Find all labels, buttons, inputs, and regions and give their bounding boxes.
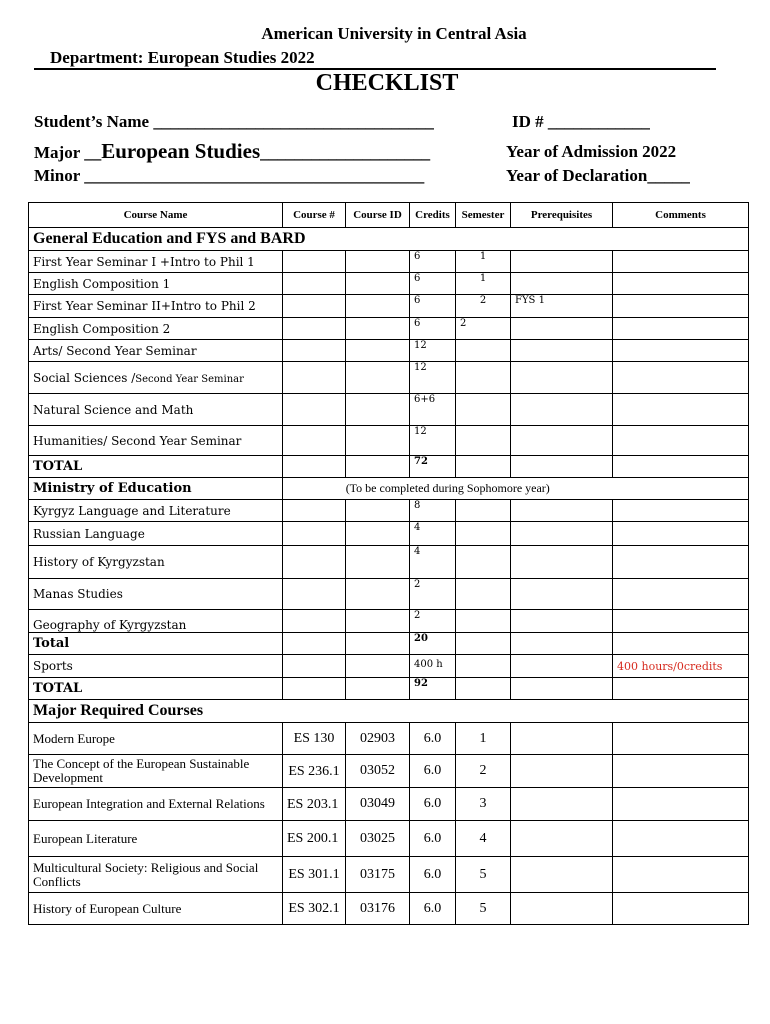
table-row <box>29 318 749 340</box>
department-line: Department: European Studies 2022 <box>50 48 315 67</box>
course-num-cell[interactable] <box>283 579 346 610</box>
course-name: European Literature <box>29 821 283 857</box>
course-num-cell[interactable] <box>283 522 346 546</box>
col-comments: Comments <box>613 203 749 228</box>
credits-cell: 12 <box>410 426 456 456</box>
prereq-cell <box>511 362 613 394</box>
course-id-cell[interactable] <box>346 318 410 340</box>
course-id-cell[interactable] <box>346 251 410 273</box>
university-name: American University in Central Asia <box>261 24 527 43</box>
comments-cell[interactable] <box>613 755 749 788</box>
comments-cell[interactable] <box>613 821 749 857</box>
student-id-field[interactable]: ID # ____________ <box>512 112 650 131</box>
section-title-major: Major Required Courses <box>29 700 749 723</box>
prereq-cell[interactable] <box>511 610 613 633</box>
credits-cell: 6 <box>410 318 456 340</box>
credits-cell: 4 <box>410 522 456 546</box>
semester-cell <box>456 362 511 394</box>
year-declaration-field[interactable]: Year of Declaration_____ <box>506 166 690 185</box>
total-credits: 72 <box>410 456 456 478</box>
course-id-cell[interactable] <box>346 500 410 522</box>
semester-cell: 2 <box>456 295 511 318</box>
course-name: Manas Studies <box>29 579 283 610</box>
comments-cell[interactable] <box>613 579 749 610</box>
prereq-cell[interactable] <box>511 723 613 755</box>
course-id-cell: 03176 <box>346 893 410 925</box>
credits-cell: 12 <box>410 340 456 362</box>
credits-cell: 6.0 <box>410 755 456 788</box>
semester-cell: 5 <box>456 893 511 925</box>
course-name: Russian Language <box>29 522 283 546</box>
comments-cell[interactable] <box>613 857 749 893</box>
comments-cell[interactable] <box>613 500 749 522</box>
prereq-cell[interactable] <box>511 522 613 546</box>
prereq-cell[interactable] <box>511 788 613 821</box>
semester-cell: 1 <box>456 251 511 273</box>
table-row <box>29 723 749 755</box>
course-id-cell[interactable] <box>346 610 410 633</box>
col-prerequisites: Prerequisites <box>511 203 613 228</box>
course-id-cell: 02903 <box>346 723 410 755</box>
course-name: English Composition 2 <box>29 318 283 340</box>
credits-cell: 6.0 <box>410 893 456 925</box>
semester-cell <box>456 394 511 426</box>
course-num-cell[interactable] <box>283 251 346 273</box>
col-course-id: Course ID <box>346 203 410 228</box>
course-id-cell[interactable] <box>346 655 410 678</box>
course-id-cell[interactable] <box>346 362 410 394</box>
course-name: Multicultural Society: Religious and Social Conflicts <box>29 857 283 893</box>
prereq-cell <box>511 318 613 340</box>
course-name: Arts/ Second Year Seminar <box>29 340 283 362</box>
comments-cell[interactable] <box>613 610 749 633</box>
comments-cell[interactable] <box>613 394 749 426</box>
major-field[interactable] <box>34 139 430 164</box>
section-major <box>29 700 749 723</box>
col-course-num: Course # <box>283 203 346 228</box>
course-name: European Integration and External Relations <box>29 788 283 821</box>
table-row <box>29 546 749 579</box>
total-row <box>29 678 749 700</box>
course-name: Modern Europe <box>29 723 283 755</box>
course-id-cell[interactable] <box>346 273 410 295</box>
prereq-cell <box>511 251 613 273</box>
course-name: Natural Science and Math <box>29 394 283 426</box>
semester-cell <box>456 426 511 456</box>
total-label: TOTAL <box>29 456 283 478</box>
table-row <box>29 273 749 295</box>
table-row <box>29 426 749 456</box>
major-label: Major __ <box>34 143 102 162</box>
course-id-cell[interactable] <box>346 522 410 546</box>
table-row <box>29 893 749 925</box>
col-semester: Semester <box>456 203 511 228</box>
prereq-cell[interactable] <box>511 755 613 788</box>
semester-cell[interactable] <box>456 579 511 610</box>
comments-cell[interactable] <box>613 522 749 546</box>
course-id-cell[interactable] <box>346 295 410 318</box>
grand-total-credits: 92 <box>410 678 456 700</box>
semester-cell: 1 <box>456 273 511 295</box>
table-row <box>29 251 749 273</box>
credits-cell: 4 <box>410 546 456 579</box>
table-row <box>29 394 749 426</box>
course-num-cell: ES 130 <box>283 723 346 755</box>
table-row <box>29 610 749 633</box>
course-num-cell[interactable] <box>283 318 346 340</box>
comments-cell[interactable] <box>613 295 749 318</box>
course-num-cell: ES 203.1 <box>283 788 346 821</box>
semester-cell: 5 <box>456 857 511 893</box>
semester-cell[interactable] <box>456 522 511 546</box>
total-row <box>29 633 749 655</box>
course-id-cell[interactable] <box>346 546 410 579</box>
semester-cell[interactable] <box>456 546 511 579</box>
comments-cell[interactable] <box>613 362 749 394</box>
major-underline: ____________________ <box>260 143 431 162</box>
table-row <box>29 362 749 394</box>
comments-cell[interactable] <box>613 788 749 821</box>
credits-cell: 6.0 <box>410 723 456 755</box>
table-row <box>29 755 749 788</box>
course-num-cell[interactable] <box>283 295 346 318</box>
sports-credits: 400 h <box>410 655 456 678</box>
semester-cell: 4 <box>456 821 511 857</box>
comments-cell[interactable] <box>613 251 749 273</box>
course-num-cell[interactable] <box>283 500 346 522</box>
course-name: Geography of Kyrgyzstan <box>29 610 283 633</box>
semester-cell[interactable] <box>456 655 511 678</box>
sports-comment: 400 hours/0credits <box>613 655 749 678</box>
section-title-gen-ed: General Education and FYS and BARD <box>29 228 749 251</box>
credits-cell: 6 <box>410 295 456 318</box>
prereq-cell[interactable] <box>511 546 613 579</box>
table-row <box>29 522 749 546</box>
course-id-cell: 03052 <box>346 755 410 788</box>
course-name-main: Social Sciences / <box>33 370 136 385</box>
prereq-cell[interactable] <box>511 579 613 610</box>
year-admission: Year of Admission 2022 <box>506 142 677 161</box>
page-title: CHECKLIST <box>315 70 459 96</box>
credits-cell: 8 <box>410 500 456 522</box>
credits-cell: 2 <box>410 579 456 610</box>
table-row <box>29 295 749 318</box>
ministry-total-label: Total <box>29 633 283 655</box>
course-num-cell[interactable] <box>283 610 346 633</box>
table-row <box>29 500 749 522</box>
table-row <box>29 340 749 362</box>
credits-cell: 6.0 <box>410 788 456 821</box>
comments-cell[interactable] <box>613 426 749 456</box>
credits-cell: 6+6 <box>410 394 456 426</box>
col-course-name: Course Name <box>29 203 283 228</box>
student-name-field[interactable]: Student’s Name _________________________________ <box>34 112 434 131</box>
table-row <box>29 788 749 821</box>
course-name: English Composition 1 <box>29 273 283 295</box>
credits-cell: 6 <box>410 251 456 273</box>
ministry-total-credits: 20 <box>410 633 456 655</box>
course-name: Humanities/ Second Year Seminar <box>29 426 283 456</box>
credits-cell: 6 <box>410 273 456 295</box>
semester-cell: 3 <box>456 788 511 821</box>
credits-cell: 2 <box>410 610 456 633</box>
prereq-cell[interactable] <box>511 655 613 678</box>
comments-cell[interactable] <box>613 273 749 295</box>
comments-cell[interactable] <box>613 340 749 362</box>
section-title-ministry: Ministry of Education <box>29 478 283 500</box>
total-row <box>29 456 749 478</box>
semester-cell[interactable] <box>456 500 511 522</box>
col-credits: Credits <box>410 203 456 228</box>
prereq-cell <box>511 426 613 456</box>
course-name: Kyrgyz Language and Literature <box>29 500 283 522</box>
prereq-cell[interactable] <box>511 500 613 522</box>
course-num-cell[interactable] <box>283 655 346 678</box>
course-num-cell[interactable] <box>283 394 346 426</box>
course-id-cell[interactable] <box>346 340 410 362</box>
credits-cell: 6.0 <box>410 857 456 893</box>
course-id-cell[interactable] <box>346 426 410 456</box>
section-ministry <box>29 478 749 500</box>
course-id-cell[interactable] <box>346 394 410 426</box>
table-row <box>29 857 749 893</box>
course-num-cell: ES 301.1 <box>283 857 346 893</box>
checklist-table <box>28 202 749 925</box>
comments-cell[interactable] <box>613 546 749 579</box>
sports-row <box>29 655 749 678</box>
course-name: First Year Seminar I +Intro to Phil 1 <box>29 251 283 273</box>
prereq-cell <box>511 340 613 362</box>
course-num-cell[interactable] <box>283 273 346 295</box>
course-id-cell: 03175 <box>346 857 410 893</box>
table-header-row <box>29 203 749 228</box>
comments-cell[interactable] <box>613 723 749 755</box>
semester-cell[interactable] <box>456 610 511 633</box>
semester-cell: 1 <box>456 723 511 755</box>
course-id-cell: 03049 <box>346 788 410 821</box>
course-num-cell: ES 200.1 <box>283 821 346 857</box>
course-name-suffix: Second Year Seminar <box>135 373 244 385</box>
prereq-cell[interactable] <box>511 821 613 857</box>
course-name: History of Kyrgyzstan <box>29 546 283 579</box>
comments-cell[interactable] <box>613 318 749 340</box>
course-name: The Concept of the European Sustainable Development <box>29 755 283 788</box>
minor-field[interactable]: Minor ________________________________________ <box>34 166 425 185</box>
prereq-cell <box>511 394 613 426</box>
credits-cell: 6.0 <box>410 821 456 857</box>
semester-cell: 2 <box>456 755 511 788</box>
prereq-cell: FYS 1 <box>511 295 613 318</box>
course-num-cell[interactable] <box>283 426 346 456</box>
course-id-cell: 03025 <box>346 821 410 857</box>
ministry-note: (To be completed during Sophomore year) <box>283 478 613 500</box>
course-num-cell: ES 236.1 <box>283 755 346 788</box>
prereq-cell <box>511 273 613 295</box>
course-id-cell[interactable] <box>346 579 410 610</box>
semester-cell <box>456 340 511 362</box>
major-value: European Studies <box>101 139 261 163</box>
section-gen-ed <box>29 228 749 251</box>
semester-cell: 2 <box>456 318 511 340</box>
course-num-cell[interactable] <box>283 340 346 362</box>
course-name: First Year Seminar II+Intro to Phil 2 <box>29 295 283 318</box>
credits-cell: 12 <box>410 362 456 394</box>
course-num-cell[interactable] <box>283 362 346 394</box>
table-row <box>29 579 749 610</box>
course-num-cell[interactable] <box>283 546 346 579</box>
grand-total-label: TOTAL <box>29 678 283 700</box>
course-num-cell: ES 302.1 <box>283 893 346 925</box>
table-row <box>29 821 749 857</box>
comments-cell[interactable] <box>613 893 749 925</box>
sports-label: Sports <box>29 655 283 678</box>
prereq-cell[interactable] <box>511 893 613 925</box>
course-name <box>29 362 283 394</box>
prereq-cell[interactable] <box>511 857 613 893</box>
course-name: History of European Culture <box>29 893 283 925</box>
